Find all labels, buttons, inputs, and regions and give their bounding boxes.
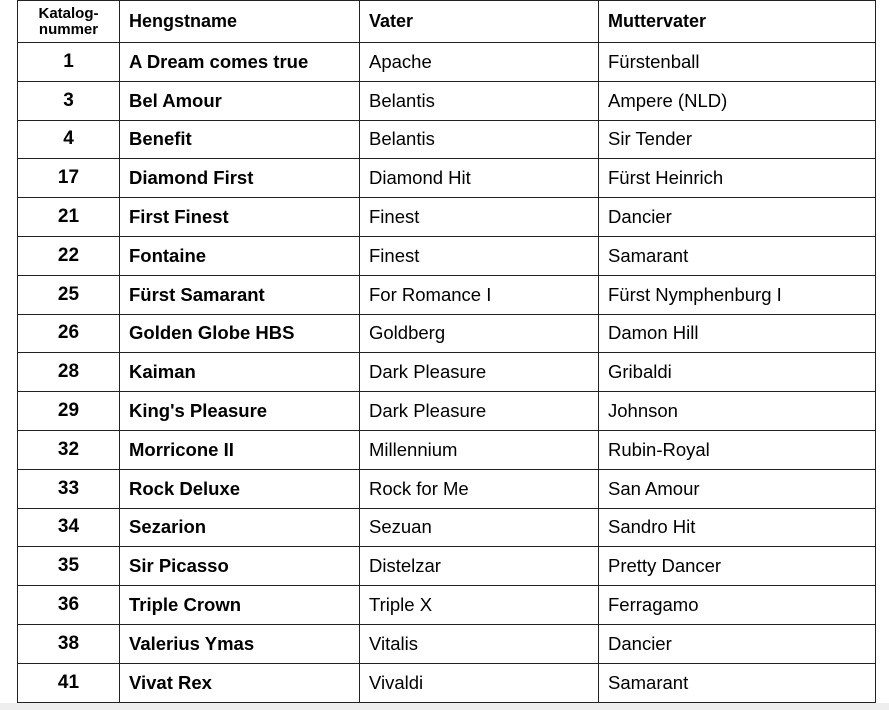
table-row: [18, 469, 876, 508]
stallion-name-cell: Golden Globe HBS: [120, 314, 360, 353]
sire-cell: Triple X: [360, 586, 599, 625]
stallion-table: [17, 0, 876, 703]
catalog-number-cell: 36: [18, 586, 120, 625]
catalog-number-cell: 34: [18, 508, 120, 547]
table-row: [18, 120, 876, 159]
sire-cell: For Romance I: [360, 275, 599, 314]
table-row: [18, 508, 876, 547]
header-stallion-name: Hengstname: [120, 1, 360, 43]
sire-cell: Belantis: [360, 81, 599, 120]
stallion-name-cell: King's Pleasure: [120, 392, 360, 431]
stallion-name-cell: Fontaine: [120, 236, 360, 275]
catalog-number-cell: 26: [18, 314, 120, 353]
table-row: [18, 547, 876, 586]
header-catalog-line1: Katalog-: [38, 4, 99, 22]
stallion-name-cell: Valerius Ymas: [120, 624, 360, 663]
sire-cell: Finest: [360, 236, 599, 275]
dam-sire-cell: Damon Hill: [599, 314, 876, 353]
header-catalog-number: [18, 1, 120, 43]
dam-sire-cell: Ampere (NLD): [599, 81, 876, 120]
sire-cell: Vivaldi: [360, 663, 599, 702]
stallion-name-cell: Rock Deluxe: [120, 469, 360, 508]
dam-sire-cell: Rubin-Royal: [599, 430, 876, 469]
dam-sire-cell: Fürst Nymphenburg I: [599, 275, 876, 314]
stallion-name-cell: Sezarion: [120, 508, 360, 547]
sire-cell: Sezuan: [360, 508, 599, 547]
sire-cell: Dark Pleasure: [360, 392, 599, 431]
dam-sire-cell: Fürst Heinrich: [599, 159, 876, 198]
sire-cell: Belantis: [360, 120, 599, 159]
catalog-number-cell: 4: [18, 120, 120, 159]
stallion-name-cell: Morricone II: [120, 430, 360, 469]
stallion-name-cell: First Finest: [120, 198, 360, 237]
sire-cell: Millennium: [360, 430, 599, 469]
catalog-number-cell: 41: [18, 663, 120, 702]
sire-cell: Dark Pleasure: [360, 353, 599, 392]
catalog-number-cell: 28: [18, 353, 120, 392]
catalog-number-cell: 35: [18, 547, 120, 586]
dam-sire-cell: Ferragamo: [599, 586, 876, 625]
catalog-number-cell: 17: [18, 159, 120, 198]
table-row: [18, 392, 876, 431]
table-row: [18, 430, 876, 469]
sire-cell: Apache: [360, 43, 599, 82]
sire-cell: Distelzar: [360, 547, 599, 586]
table-row: [18, 314, 876, 353]
stallion-name-cell: Sir Picasso: [120, 547, 360, 586]
catalog-number-cell: 1: [18, 43, 120, 82]
dam-sire-cell: Gribaldi: [599, 353, 876, 392]
stallion-name-cell: Fürst Samarant: [120, 275, 360, 314]
header-catalog-line2: nummer: [38, 20, 99, 38]
table-row: [18, 624, 876, 663]
header-sire: Vater: [360, 1, 599, 43]
dam-sire-cell: Sir Tender: [599, 120, 876, 159]
table-header-row: [18, 1, 876, 43]
bottom-edge-shade: [0, 703, 889, 710]
sire-cell: Rock for Me: [360, 469, 599, 508]
dam-sire-cell: Fürstenball: [599, 43, 876, 82]
table-row: [18, 353, 876, 392]
sire-cell: Goldberg: [360, 314, 599, 353]
catalog-number-cell: 38: [18, 624, 120, 663]
stallion-name-cell: A Dream comes true: [120, 43, 360, 82]
stallion-name-cell: Vivat Rex: [120, 663, 360, 702]
catalog-number-cell: 21: [18, 198, 120, 237]
table-row: [18, 663, 876, 702]
catalog-number-cell: 25: [18, 275, 120, 314]
stallion-name-cell: Diamond First: [120, 159, 360, 198]
catalog-number-cell: 22: [18, 236, 120, 275]
stallion-name-cell: Benefit: [120, 120, 360, 159]
dam-sire-cell: Dancier: [599, 198, 876, 237]
dam-sire-cell: Johnson: [599, 392, 876, 431]
dam-sire-cell: Dancier: [599, 624, 876, 663]
sire-cell: Vitalis: [360, 624, 599, 663]
table-row: [18, 275, 876, 314]
table-row: [18, 198, 876, 237]
catalog-number-cell: 32: [18, 430, 120, 469]
table-row: [18, 586, 876, 625]
catalog-number-cell: 3: [18, 81, 120, 120]
header-dam-sire: Muttervater: [599, 1, 876, 43]
sire-cell: Diamond Hit: [360, 159, 599, 198]
stallion-name-cell: Kaiman: [120, 353, 360, 392]
stallion-name-cell: Bel Amour: [120, 81, 360, 120]
dam-sire-cell: Sandro Hit: [599, 508, 876, 547]
dam-sire-cell: San Amour: [599, 469, 876, 508]
dam-sire-cell: Samarant: [599, 663, 876, 702]
table-row: [18, 81, 876, 120]
dam-sire-cell: Samarant: [599, 236, 876, 275]
dam-sire-cell: Pretty Dancer: [599, 547, 876, 586]
catalog-number-cell: 29: [18, 392, 120, 431]
catalog-number-cell: 33: [18, 469, 120, 508]
table-row: [18, 159, 876, 198]
table-row: [18, 236, 876, 275]
table-row: [18, 43, 876, 82]
sire-cell: Finest: [360, 198, 599, 237]
stallion-name-cell: Triple Crown: [120, 586, 360, 625]
